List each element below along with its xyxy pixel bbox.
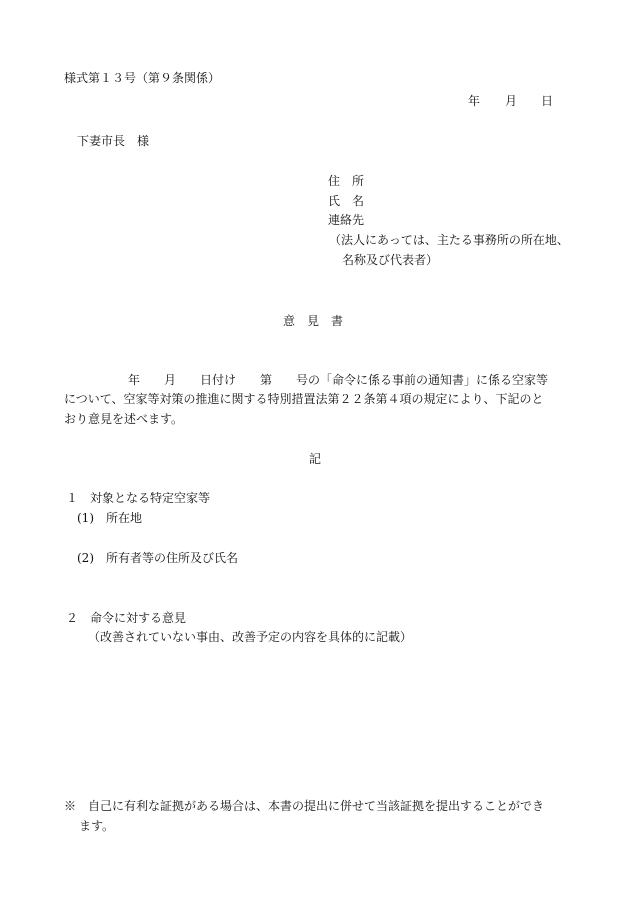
body-line-1: 年 月 日付け 第 号の「命令に係る事前の通知書」に係る空家等 [128,373,549,387]
footnote-line-1: ※ 自己に有利な証拠がある場合は、本書の提出に併せて当該証拠を提出することができ [64,799,545,813]
addressee: 下妻市長 様 [77,134,150,148]
section-1-heading: １ 対象となる特定空家等 [66,491,211,505]
contact-label: 連絡先 [328,213,365,227]
form-number: 様式第１３号（第９条関係） [64,71,221,85]
section-1-item-location: (1) 所在地 [77,511,142,525]
section-2-instruction: （改善されていない事由、改善予定の内容を具体的に記載） [88,630,413,644]
body-line-2: について、空家等対策の推進に関する特別措置法第２２条第４項の規定により、下記のと [64,392,544,406]
section-1-item-owner: (2) 所有者等の住所及び氏名 [77,551,238,565]
section-2-heading: ２ 命令に対する意見 [66,611,187,625]
document-title: 意 見 書 [283,314,344,328]
date-year-label: 年 [468,94,481,108]
corporate-note-line1: （法人にあっては、主たる事務所の所在地、 [329,233,569,247]
address-label: 住 所 [328,174,365,188]
footnote-line-2: ます。 [79,819,115,833]
date-day-label: 日 [541,94,554,108]
body-line-3: おり意見を述べます。 [64,412,184,426]
date-month-label: 月 [505,94,518,108]
ki-heading: 記 [309,452,322,466]
corporate-note-line2: 名称及び代表者） [342,253,439,267]
name-label: 氏 名 [328,194,365,208]
